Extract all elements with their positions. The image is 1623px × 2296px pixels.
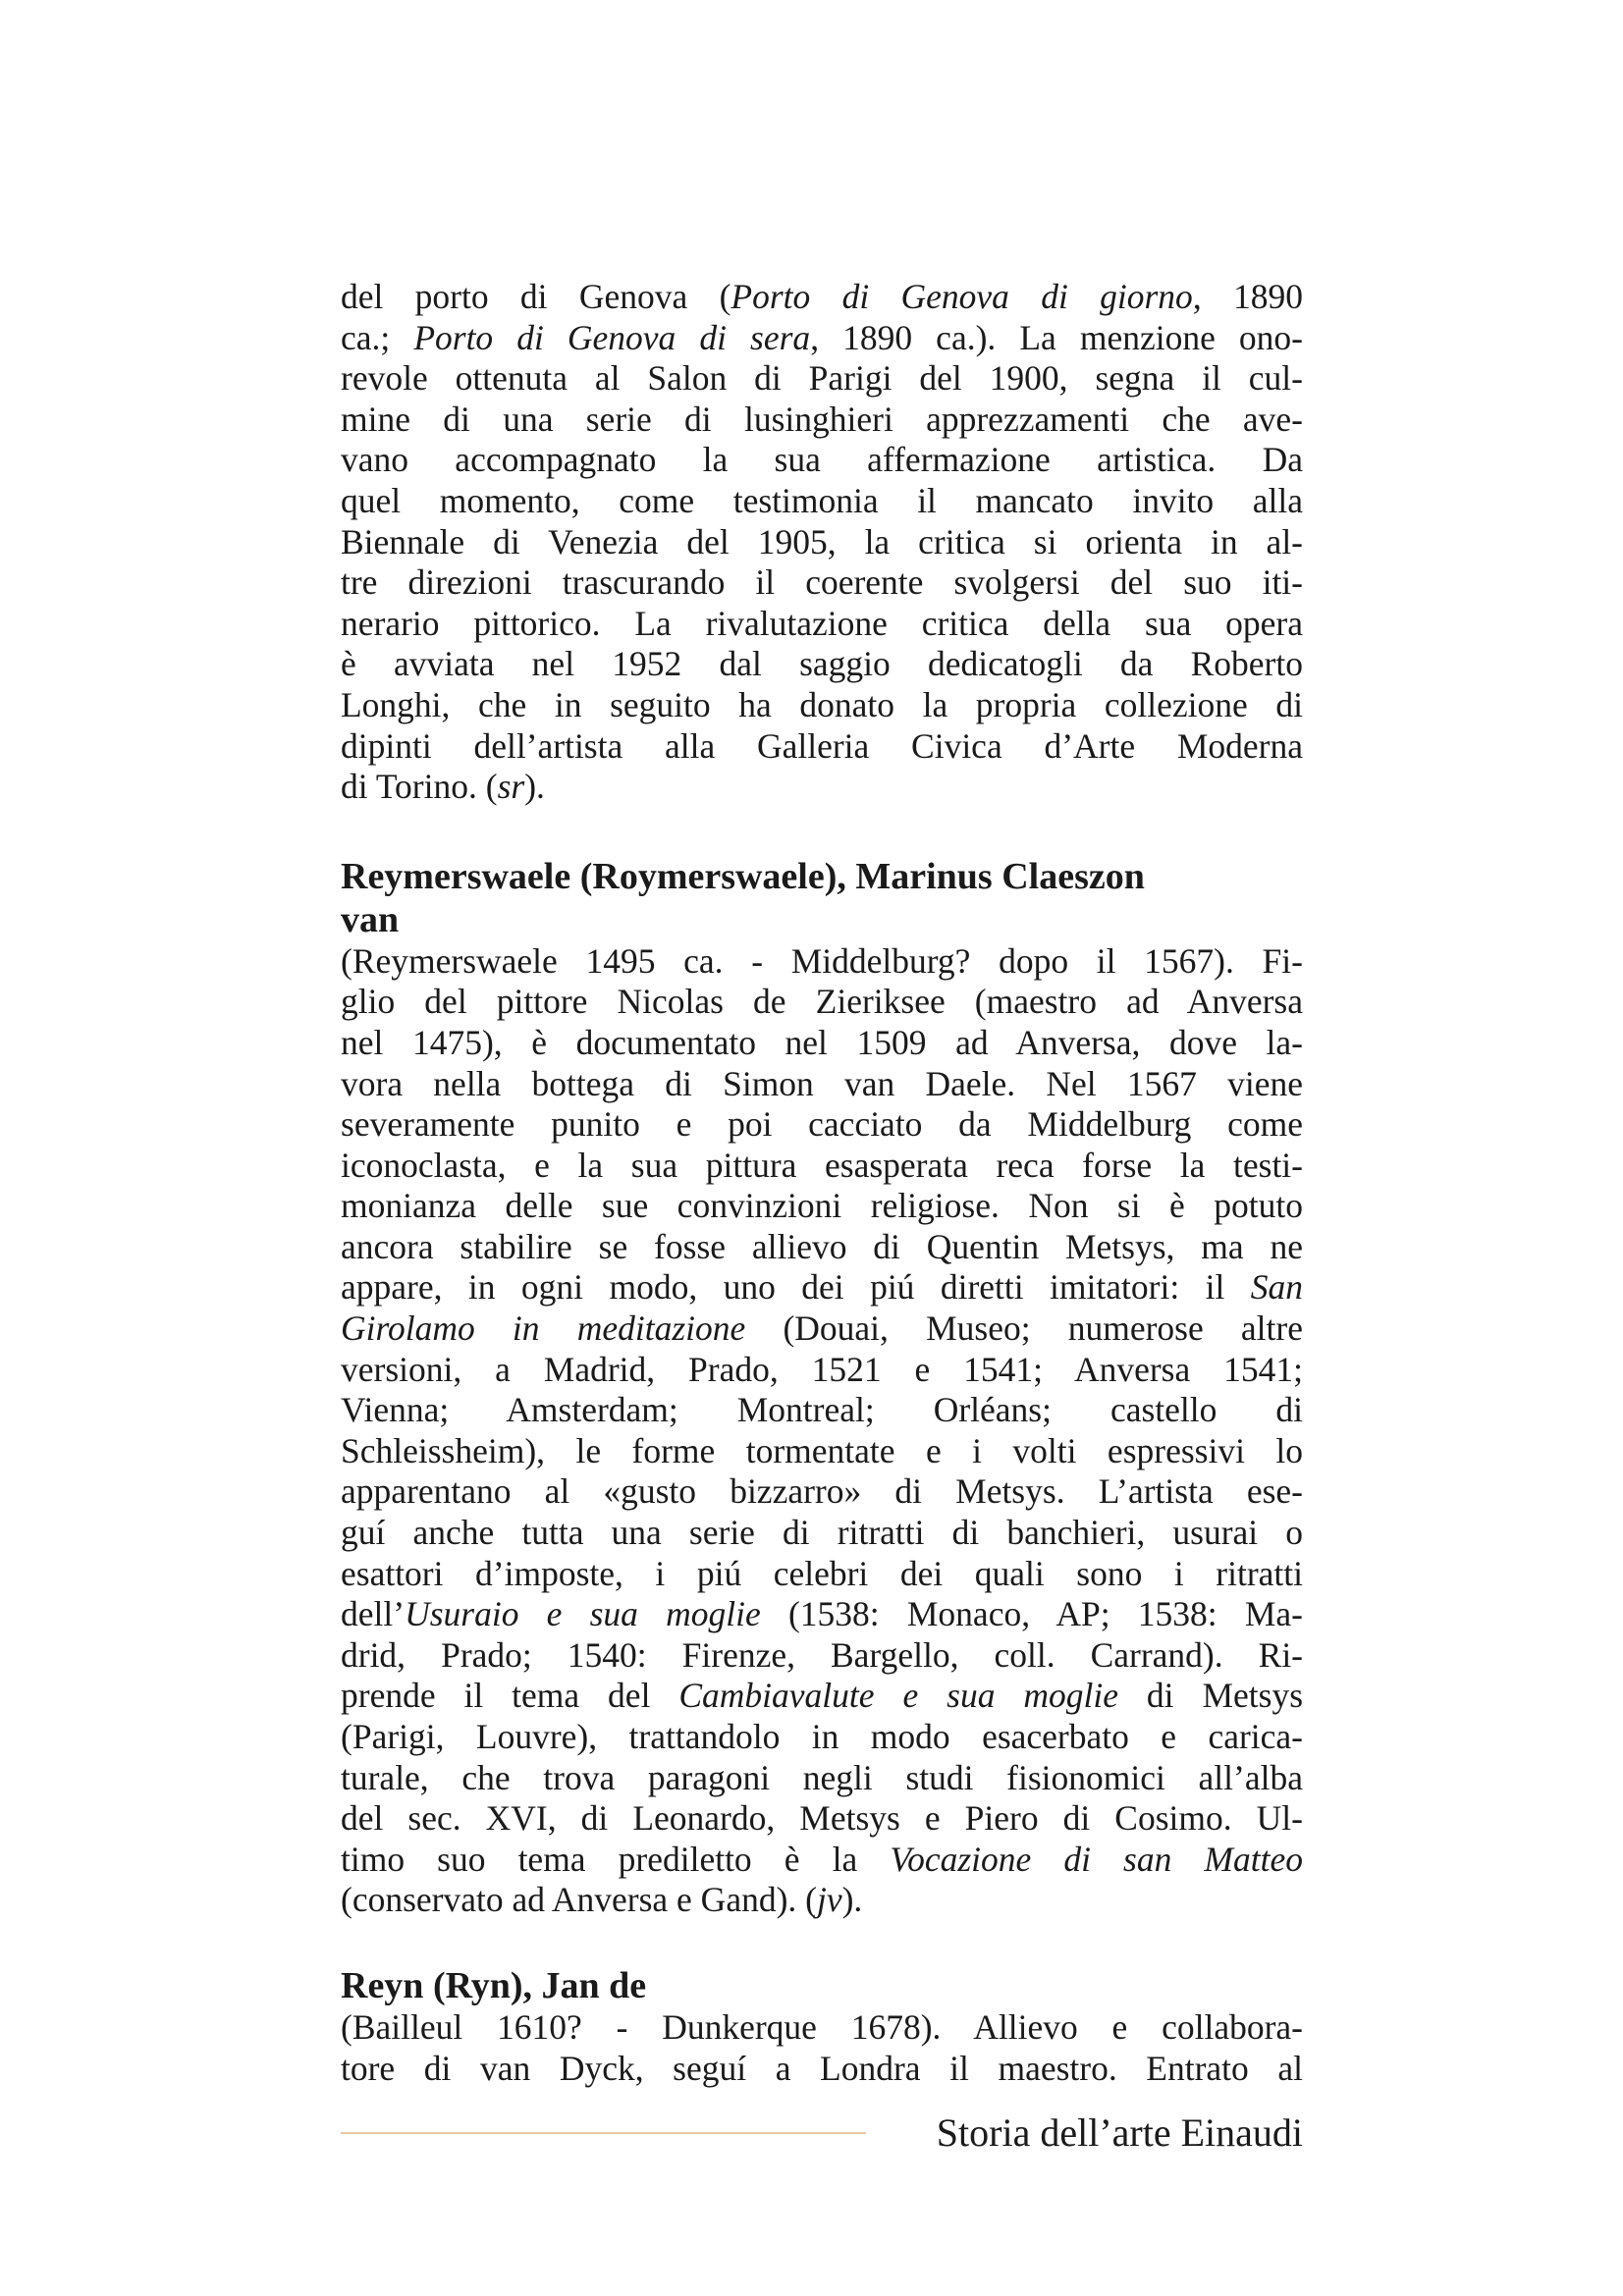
text-line xyxy=(341,982,1303,1023)
text-line xyxy=(341,1717,1303,1758)
spacer xyxy=(341,808,1303,855)
heading-line: van xyxy=(341,898,400,940)
text-run: del sec. XVI, di Leonardo, Metsys e Piero di Cosimo. Ul- xyxy=(341,1798,1303,1839)
text-line xyxy=(341,1758,1303,1799)
entry-heading xyxy=(341,855,1303,941)
text-line xyxy=(341,481,1303,522)
page-body xyxy=(341,277,1303,2089)
text-run: (Reymerswaele 1495 ca. - Middelburg? dopo il 1567). Fi- xyxy=(341,940,1303,981)
text-run: (conservato ad Anversa e Gand). ( xyxy=(341,1880,817,1920)
text-line xyxy=(341,767,1303,808)
spacer xyxy=(341,1921,1303,1964)
italic-title: Porto di Genova di sera xyxy=(413,317,811,357)
footer-rule xyxy=(341,2132,866,2134)
text-run: di Torino. ( xyxy=(341,767,498,807)
text-run: severamente punito e poi cacciato da Middelburg come xyxy=(341,1104,1303,1145)
text-run: nerario pittorico. La rivalutazione critica della sua opera xyxy=(341,603,1303,643)
text-line xyxy=(341,1840,1303,1881)
italic-title: sr xyxy=(497,767,525,807)
text-run: (1538: Monaco, AP; 1538: Ma- xyxy=(760,1594,1303,1634)
text-run: Biennale di Venezia del 1905, la critica si orienta in al- xyxy=(341,521,1303,561)
text-line xyxy=(341,1594,1303,1635)
text-line xyxy=(341,604,1303,645)
text-run: glio del pittore Nicolas de Zieriksee (maestro ad Anversa xyxy=(341,982,1303,1022)
text-line xyxy=(341,358,1303,400)
italic-title: Porto di Genova di giorno xyxy=(730,277,1193,316)
text-line xyxy=(341,522,1303,563)
text-run: di Metsys xyxy=(1117,1676,1304,1716)
text-run: dell’ xyxy=(341,1594,406,1634)
entry-text-reymerswaele xyxy=(341,941,1303,1921)
text-run: tre direzioni trascurando il coerente svolgersi del suo iti- xyxy=(341,562,1303,603)
entry-heading xyxy=(341,1964,1303,2007)
text-line xyxy=(341,1471,1303,1513)
text-line xyxy=(341,1146,1303,1187)
text-line xyxy=(341,1023,1303,1064)
text-line xyxy=(341,2049,1303,2090)
heading-line: Reymerswaele (Roymerswaele), Marinus Claeszon xyxy=(341,855,1145,897)
text-run: (Douai, Museo; numerose altre xyxy=(745,1308,1303,1349)
text-run: versioni, a Madrid, Prado, 1521 e 1541; Anversa 1541; xyxy=(341,1349,1303,1389)
text-run: , 1890 xyxy=(1192,277,1303,316)
text-run: Vienna; Amsterdam; Montreal; Orléans; castello di xyxy=(341,1390,1303,1430)
text-line xyxy=(341,1227,1303,1268)
text-line xyxy=(341,1104,1303,1146)
text-run: Schleissheim), le forme tormentate e i volti espressivi lo xyxy=(341,1430,1303,1470)
text-line xyxy=(341,318,1303,359)
text-line xyxy=(341,2007,1303,2049)
text-run: dipinti dell’artista alla Galleria Civica d’Arte Moderna xyxy=(341,725,1303,766)
text-line xyxy=(341,941,1303,983)
text-run: turale, che trova paragoni negli studi fisionomici all’alba xyxy=(341,1757,1303,1797)
text-run: tore di van Dyck, seguí a Londra il maestro. Entrato al xyxy=(341,2048,1303,2088)
text-line xyxy=(341,1064,1303,1105)
page-footer xyxy=(341,2109,1303,2158)
italic-title: Vocazione di san Matteo xyxy=(890,1839,1303,1879)
italic-title: San xyxy=(1250,1267,1303,1308)
text-line xyxy=(341,1390,1303,1431)
text-run: appare, in ogni modo, uno dei piú diretti imitatori: il xyxy=(341,1267,1251,1308)
text-run: drid, Prado; 1540: Firenze, Bargello, coll. Carrand). Ri- xyxy=(341,1634,1303,1675)
text-line xyxy=(341,1635,1303,1677)
italic-title: Girolamo in meditazione xyxy=(341,1308,746,1349)
italic-title: jv xyxy=(816,1880,842,1920)
text-run: prende il tema del xyxy=(341,1676,679,1716)
text-run: del porto di Genova ( xyxy=(341,277,731,316)
text-run: nel 1475), è documentato nel 1509 ad Anversa, dove la- xyxy=(341,1022,1303,1062)
text-run: timo suo tema prediletto è la xyxy=(341,1839,891,1879)
text-line xyxy=(341,1308,1303,1350)
text-run: vano accompagnato la sua affermazione artistica. Da xyxy=(341,440,1303,480)
text-run: esattori d’imposte, i piú celebri dei quali sono i ritratti xyxy=(341,1553,1303,1593)
text-run: revole ottenuta al Salon di Parigi del 1900, segna il cul- xyxy=(341,358,1303,399)
text-run: guí anche tutta una serie di ritratti di banchieri, usurai o xyxy=(341,1513,1303,1553)
text-line xyxy=(341,1676,1303,1717)
text-line xyxy=(341,400,1303,441)
text-line xyxy=(341,1880,1303,1921)
italic-title: Usuraio e sua moglie xyxy=(405,1594,761,1634)
text-run: ca.; xyxy=(341,317,414,357)
text-line xyxy=(341,1513,1303,1554)
text-run: Longhi, che in seguito ha donato la propria collezione di xyxy=(341,684,1303,724)
text-run: ). xyxy=(841,1880,863,1920)
text-line xyxy=(341,1350,1303,1391)
text-run: apparentano al «gusto bizzarro» di Metsys. L’artista ese- xyxy=(341,1471,1303,1512)
text-line xyxy=(341,1554,1303,1595)
text-run: quel momento, come testimonia il mancato invito alla xyxy=(341,480,1303,520)
publisher-name: Storia dell’arte Einaudi xyxy=(936,2110,1303,2155)
text-line xyxy=(341,685,1303,726)
text-run: ancora stabilire se fosse allievo di Quentin Metsys, ma ne xyxy=(341,1226,1303,1266)
text-run: mine di una serie di lusinghieri apprezzamenti che ave- xyxy=(341,399,1303,439)
text-line xyxy=(341,562,1303,604)
text-line xyxy=(341,726,1303,768)
text-line xyxy=(341,1431,1303,1472)
entry-text-reyn xyxy=(341,2007,1303,2089)
text-run: iconoclasta, e la sua pittura esasperata reca forse la testi- xyxy=(341,1145,1303,1185)
text-line xyxy=(341,440,1303,481)
text-run: , 1890 ca.). La menzione ono- xyxy=(810,317,1303,357)
text-line xyxy=(341,1186,1303,1227)
text-run: ). xyxy=(524,767,545,807)
text-run: (Parigi, Louvre), trattandolo in modo esacerbato e carica- xyxy=(341,1717,1303,1756)
text-run: monianza delle sue convinzioni religiose. Non si è potuto xyxy=(341,1186,1303,1226)
continued-text-block xyxy=(341,277,1303,808)
text-line xyxy=(341,1798,1303,1840)
text-line xyxy=(341,277,1303,318)
text-run: (Bailleul 1610? - Dunkerque 1678). Allievo e collabora- xyxy=(341,2006,1303,2047)
text-line xyxy=(341,1267,1303,1308)
heading-line: Reyn (Ryn), Jan de xyxy=(341,1964,647,2006)
text-run: vora nella bottega di Simon van Daele. Nel 1567 viene xyxy=(341,1063,1303,1103)
text-line xyxy=(341,644,1303,685)
italic-title: Cambiavalute e sua moglie xyxy=(678,1676,1118,1716)
text-run: è avviata nel 1952 dal saggio dedicatogli da Roberto xyxy=(341,644,1303,684)
